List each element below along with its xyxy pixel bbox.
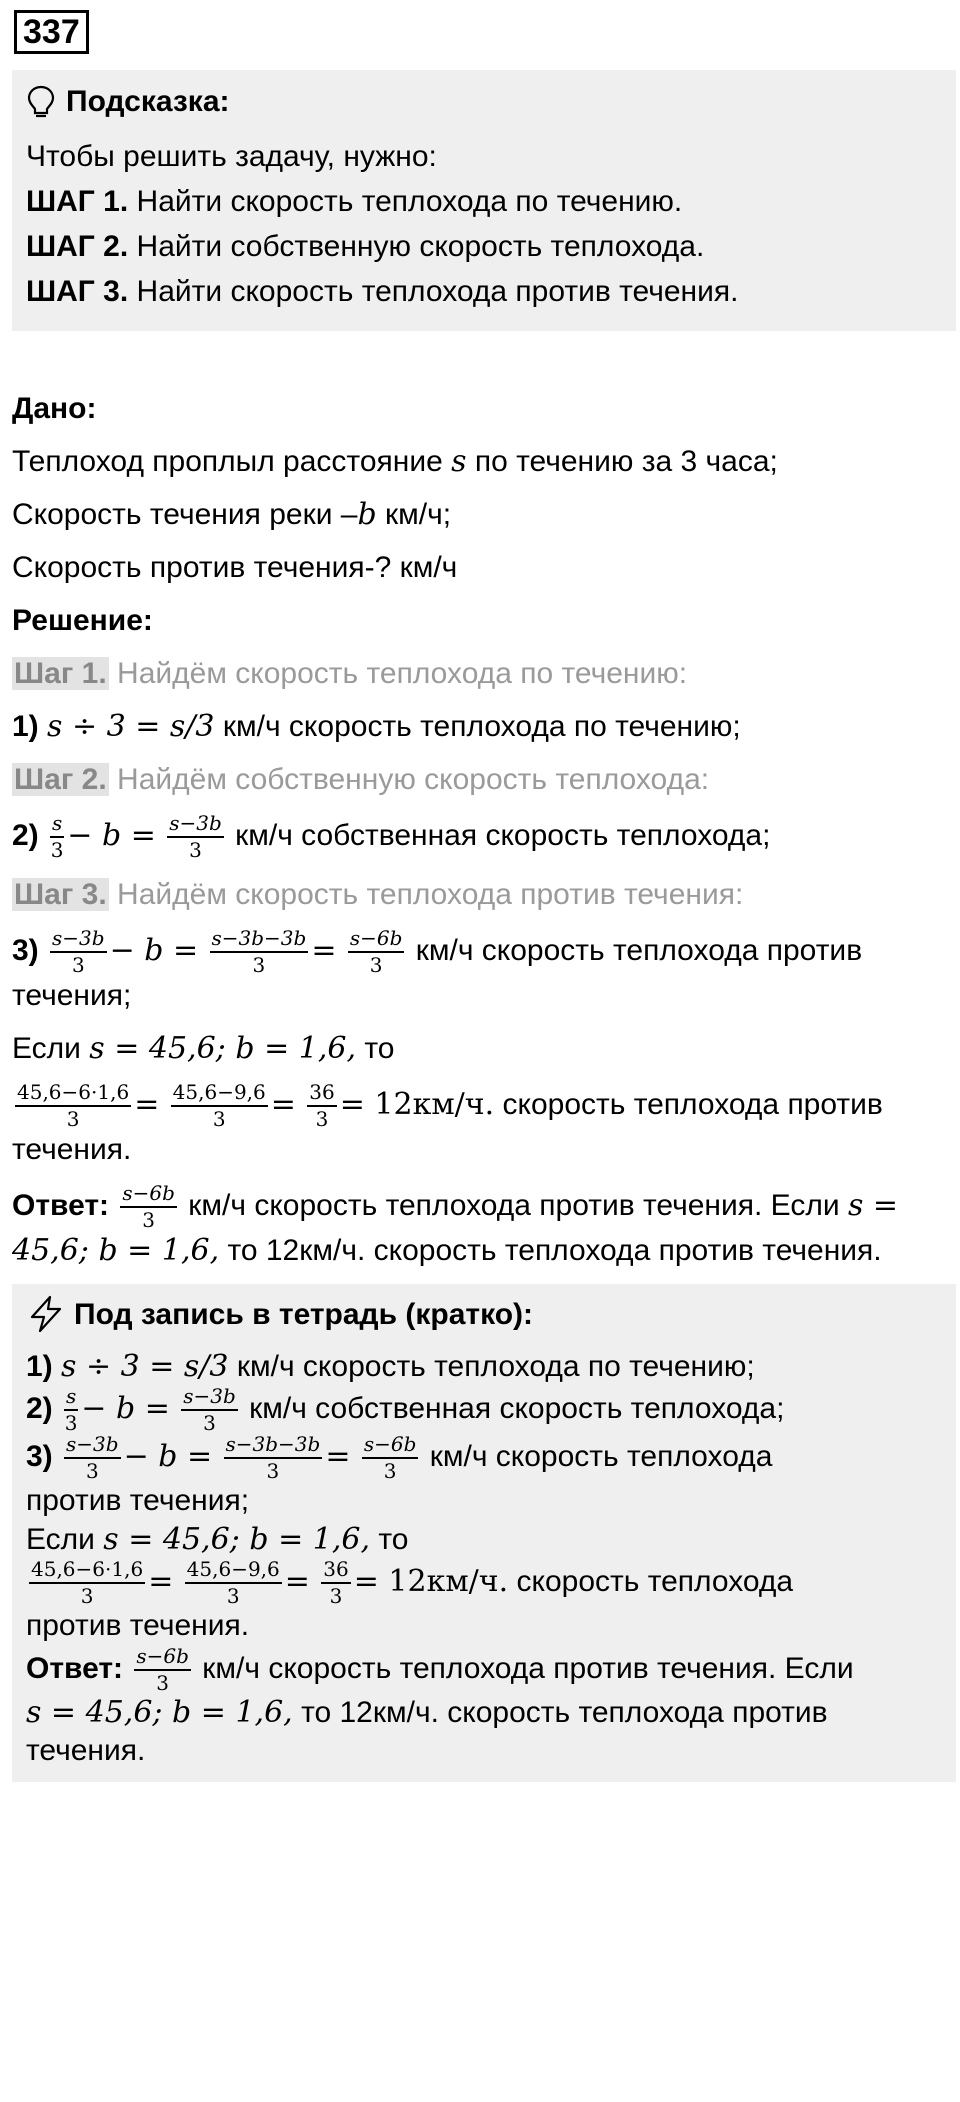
step-2-heading: Шаг 2. Найдём собственную скорость теплохода:	[14, 763, 710, 796]
equation-3: 3) $\frac{s-3b}{3}$ − b = $\frac{s-3b-3b}{3}$ = $\frac{s-6b}{3}$ км/ч скорость теплохода против	[12, 926, 863, 977]
lightning-icon	[26, 1294, 66, 1334]
note-calculation: $\frac{45,6-6\cdot 1,6}{3}$ = $\frac{45,6-9,6}{3}$ = $\frac{36}{3}$ = 12км/ч. скорость теплохода	[31, 1557, 794, 1609]
hint-header	[26, 82, 942, 121]
note-answer-cont: s = 45,6; b = 1,6, то 12км/ч. скорость теплохода против	[26, 1694, 828, 1730]
note-answer: Ответ: $\frac{s-6b}{3}$ км/ч скорость теплохода против течения. Если	[26, 1643, 854, 1695]
notebook-header	[26, 1294, 942, 1334]
hint-step-3: ШАГ 3. Найти скорость теплохода против течения.	[26, 275, 739, 308]
values-line: Если s = 45,6; b = 1,6, то	[12, 1031, 395, 1066]
calculation: $\frac{45,6-6\cdot 1,6}{3}$ = $\frac{45,6-9,6}{3}$ = $\frac{36}{3}$ = 12км/ч. скорость теплохода против	[17, 1080, 883, 1131]
exercise-number: 337	[14, 10, 89, 54]
note-line-3-cont: против течения;	[26, 1484, 250, 1518]
given-line-1: Теплоход проплыл расстояние s по течению за 3 часа;	[12, 444, 778, 479]
step-1-heading: Шаг 1. Найдём скорость теплохода по течению:	[14, 657, 688, 690]
given-title: Дано:	[12, 392, 97, 425]
note-line-2: 2) $\frac{s}{3}$ − b = $\frac{s-3b}{3}$ км/ч собственная скорость теплохода;	[26, 1384, 785, 1436]
note-answer-cont-2: течения.	[26, 1733, 146, 1767]
answer: Ответ: $\frac{s-6b}{3}$ км/ч скорость теплохода против течения. Если s =	[12, 1181, 899, 1232]
notebook-title: Под запись в тетрадь (кратко):	[74, 1297, 534, 1331]
note-line-1: 1) s ÷ 3 = s/3 км/ч скорость теплохода по течению;	[26, 1349, 755, 1384]
hint-box	[12, 70, 956, 331]
equation-3-cont: течения;	[12, 979, 132, 1012]
equation-2: 2) $\frac{s}{3}$ − b = $\frac{s-3b}{3}$ км/ч собственная скорость теплохода;	[12, 811, 771, 862]
hint-step-2: ШАГ 2. Найти собственную скорость теплохода.	[26, 230, 705, 263]
answer-cont: 45,6; b = 1,6, то 12км/ч. скорость теплохода против течения.	[12, 1233, 882, 1268]
hint-step-1: ШАГ 1. Найти скорость теплохода по течению.	[26, 185, 683, 218]
hint-intro: Чтобы решить задачу, нужно:	[26, 140, 437, 173]
given-line-2: Скорость течения реки –b км/ч;	[12, 497, 452, 532]
calculation-cont: течения.	[12, 1133, 132, 1166]
hint-title: Подсказка:	[66, 85, 230, 118]
solution-title: Решение:	[12, 604, 153, 637]
lightbulb-icon	[26, 85, 56, 119]
step-3-heading: Шаг 3. Найдём скорость теплохода против течения:	[14, 878, 744, 911]
equation-1: 1) s ÷ 3 = s/3 км/ч скорость теплохода по течению;	[12, 709, 741, 744]
notebook-box	[12, 1284, 956, 1782]
solution-body	[6, 389, 954, 1270]
note-calculation-cont: против течения.	[26, 1609, 250, 1643]
note-line-3: 3) $\frac{s-3b}{3}$ − b = $\frac{s-3b-3b}{3}$ = $\frac{s-6b}{3}$ км/ч скорость теплохода	[26, 1432, 773, 1484]
given-line-3: Скорость против течения-? км/ч	[12, 551, 458, 584]
note-values: Если s = 45,6; b = 1,6, то	[26, 1521, 409, 1557]
